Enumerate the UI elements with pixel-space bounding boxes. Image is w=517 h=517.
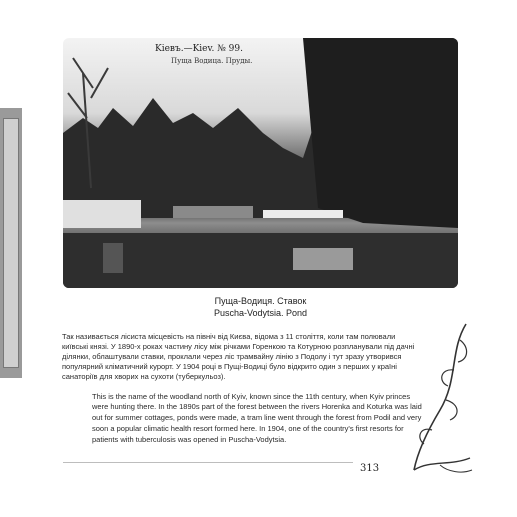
adjacent-page-strip <box>3 118 19 368</box>
postcard-caption: Kiевъ.—Kiev. № 99. <box>155 44 243 54</box>
postcard-subcaption: Пуща Водица. Пруды. <box>171 57 253 65</box>
floral-ornament-icon <box>410 320 474 478</box>
photo-title-ua: Пуща-Водиця. Ставок <box>214 296 307 306</box>
adjacent-page-edge <box>0 108 22 378</box>
postcard-photo <box>63 38 458 288</box>
page-number: 313 <box>360 463 380 474</box>
footer-rule <box>63 462 353 463</box>
photo-title-en: Puscha-Vodytsia. Pond <box>213 308 308 318</box>
body-text-en: This is the name of the woodland north of Kyiv, known since the 11th century, when Kyiv princes were hunting there. In the 1890s part of the forest between the rivers Horenka and Koturka was laid out for summer cottages, ponds were made, a tram line went through the forest from Podil and very soon a popular climatic health resort formed here. In 1904, one of the country's first resorts for patients with tuberculosis was opened in Puscha-Vodytsia. <box>92 391 422 444</box>
forest-pond-illustration <box>63 38 458 288</box>
body-text-ua: Так називається лісиста місцевість на північ від Києва, відома з 11 століття, коли там полювали київські князі. У 1890-х роках частину лісу між річками Горенкою та Котурною розпланували під дачні ділянки, облаштували ставки, проклали через ліс трамвайну лінію з Подолу і тут зразу утворився популярний кліматичний курорт. У 1904 році в Пущі-Водиці було відкрито один з перших у країні санаторіїв для хворих на сухоти (туберкульоз). <box>62 331 415 381</box>
